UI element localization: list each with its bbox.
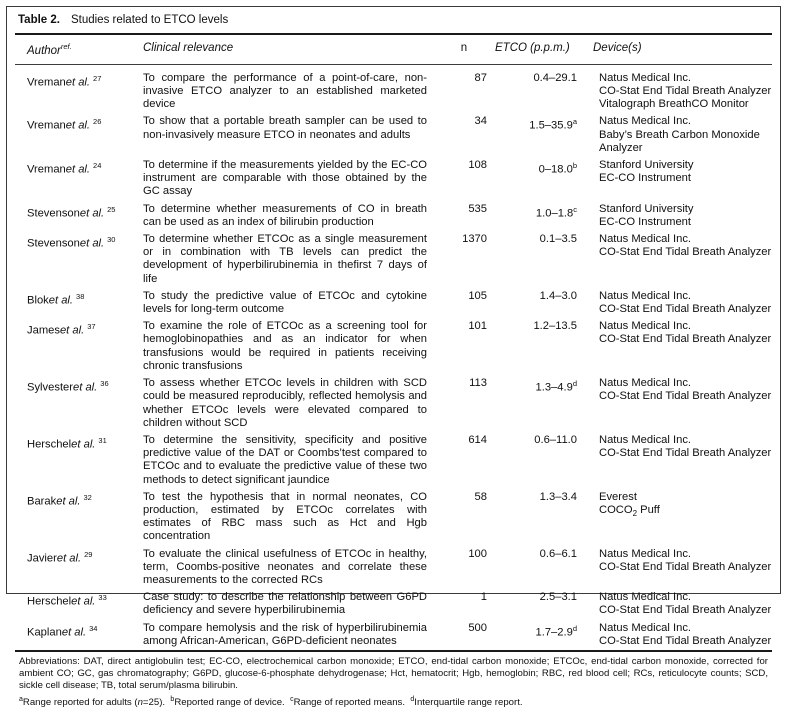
table-footer [7,652,780,709]
device-line [599,504,772,520]
device-line: Baby’s Breath Carbon Monoxide [599,128,760,141]
device-line: Natus Medical Inc. [599,320,692,333]
footnote-marker: d [410,695,415,703]
cell-n: 614 [468,433,487,446]
author-name: Javier [27,552,57,565]
cell-etco [493,591,585,604]
device-line: Stanford University [599,202,694,215]
footnote-marker: b [170,695,175,703]
author-name: Kaplan [27,626,62,639]
device-line: EC-CO Instrument [599,172,692,185]
table-row [7,489,780,546]
table-caption-label: Table 2. [18,14,60,26]
device-line: CO-Stat End Tidal Breath Analyzer [599,85,772,98]
author-name: Herschel [27,595,72,608]
cell-n: 108 [468,159,487,172]
device-formula-tail: Puff [637,503,660,516]
author-etal: et al. [71,595,96,608]
etco-value: 0–18.0 [538,163,573,176]
device-line: Stanford University [599,159,694,172]
cell-device [585,591,772,617]
device-line: CO-Stat End Tidal Breath Analyzer [599,560,772,573]
etco-value: 1.0–1.8 [535,207,574,220]
cell-author [15,72,143,90]
table-row [7,432,780,489]
device-line: Natus Medical Inc. [599,115,692,128]
author-etal: et al. [59,325,85,338]
cell-author [15,320,143,338]
cell-device [585,491,772,521]
table-row [7,375,780,432]
author-etal: et al. [79,207,105,220]
table-row [7,546,780,590]
etco-value: 0.4–29.1 [533,71,577,84]
cell-etco [493,159,585,177]
cell-relevance: To determine if the measurements yielded by the EC-CO instrument are comparable with those obtained by the GC assay [143,159,427,198]
device-formula-subscript: 2 [632,509,638,519]
footnote-marker: a [19,695,23,703]
author-name: Vreman [27,163,66,176]
device-line: Natus Medical Inc. [599,433,692,446]
author-etal: et al. [71,438,96,451]
cell-relevance: To test the hypothesis that in normal neonates, CO production, estimated by ETCOc correlates with estimates of RBC mass such as Hct and Hgb concentration [143,490,427,543]
author-name: Vreman [27,76,66,89]
cell-device [585,320,772,346]
cell-n: 535 [468,202,487,215]
author-name: Stevenson [27,237,80,250]
footnote-text: Range reported for adults (n=25). [22,696,166,708]
author-reference: 25 [107,204,116,214]
device-line: CO-Stat End Tidal Breath Analyzer [599,390,772,403]
etco-footnote-marker: d [572,623,577,633]
footnote-marker: c [290,695,294,703]
device-formula-base: COCO [599,503,633,516]
cell-etco [493,622,585,640]
cell-device [585,622,772,648]
column-header-author-sup: ref. [60,42,72,51]
footnote-text: Range of reported means. [293,696,406,708]
table-row [7,70,780,114]
etco-footnote-marker: d [572,379,577,389]
author-reference: 27 [93,73,102,83]
author-reference: 26 [93,117,102,127]
cell-device [585,72,772,112]
device-line: Analyzer [599,141,643,154]
author-name: James [27,325,60,338]
cell-etco [493,115,585,133]
cell-device [585,233,772,259]
author-reference: 24 [93,161,102,171]
table-caption-text: Studies related to ETCO levels [70,14,229,26]
author-etal: et al. [65,76,91,89]
cell-n: 113 [469,377,487,390]
device-line: Natus Medical Inc. [599,377,692,390]
cell-n: 500 [468,621,487,634]
author-reference: 29 [84,549,93,559]
cell-etco [493,320,585,333]
cell-etco [493,72,585,85]
author-reference: 30 [107,235,116,245]
cell-device [585,159,772,185]
etco-value: 0.6–11.0 [534,433,577,446]
device-line: CO-Stat End Tidal Breath Analyzer [599,447,772,460]
cell-author [15,434,143,452]
table-body [7,65,780,650]
column-header-author: Author$^{ref.}$ [27,42,72,57]
device-line: CO-Stat End Tidal Breath Analyzer [599,303,772,316]
cell-author [15,203,143,221]
cell-device [585,548,772,574]
cell-relevance: To determine whether measurements of CO in breath can be used as an index of bilirubin production [143,202,427,228]
cell-etco [493,491,585,504]
table-row [7,620,780,650]
table-row [7,231,780,288]
etco-footnote-marker: a [572,117,577,127]
etco-footnote-marker: b [572,161,577,171]
cell-relevance: To study the predictive value of ETCOc and cytokine levels for long-term outcome [143,289,427,316]
etco-value: 1.2–13.5 [533,320,577,333]
author-reference: 31 [98,435,107,445]
cell-etco [493,203,585,221]
cell-author [15,491,143,509]
author-reference: 37 [87,322,96,332]
device-line: CO-Stat End Tidal Breath Analyzer [599,634,772,647]
cell-relevance: To compare the performance of a point-of-care, non-invasive ETCO analyzer to an established marketed device [143,71,427,111]
author-etal: et al. [79,237,105,250]
cell-device [585,115,772,155]
cell-author [15,115,143,133]
author-etal: et al. [48,294,74,307]
author-name: Sylvester [27,381,74,394]
table-row [7,318,780,375]
author-etal: et al. [65,120,91,133]
cell-device [585,290,772,316]
table-row [7,589,780,619]
author-name: Vreman [27,120,66,133]
etco-value: 1.3–4.9 [535,381,573,394]
etco-value: 1.7–2.9 [535,626,573,639]
cell-author [15,290,143,308]
author-name: Stevenson [27,207,80,220]
table-row [7,288,780,318]
cell-relevance: To assess whether ETCOc levels in children with SCD could be measured reproducibly, reflected hemolysis and whether ETCOc levels were elevated compared to children without SCD [143,377,427,429]
etco-value: 2.5–3.1 [539,591,577,604]
cell-etco [493,434,585,447]
device-line: EC-CO Instrument [599,215,692,228]
device-line: Natus Medical Inc. [599,233,692,246]
cell-relevance: To determine whether ETCOc as a single measurement or in combination with TB levels can predict the development of hyperbilirubinemia in thefirst 7 days of life [143,233,427,285]
author-etal: et al. [73,381,98,394]
cell-device [585,377,772,403]
device-line: Natus Medical Inc. [599,71,692,84]
footer-abbreviations: Abbreviations: DAT, direct antiglobulin test; EC-CO, electrochemical carbon monoxide; ETCO, end-tidal carbon monoxide; ETCOc, end-tidal carbon monoxide, corrected for ambient CO; GC, gas chromatography; G6PD, glucose-6-phosphate dehydrogenase; Hct, hematocrit; Hgb, hemoglobin; RBC, red blood cell; RCs, reticulocyte counts; SCD, sickle cell disease; TB, total serum/plasma bilirubin. [19,655,768,692]
cell-relevance: To compare hemolysis and the risk of hyperbilirubinemia among African-American, G6PD-deficient neonates [143,621,427,647]
footnote-text: Interquartile range report. [414,696,523,708]
author-reference: 32 [83,492,92,502]
author-etal: et al. [56,552,82,565]
table-header-row [7,35,780,64]
cell-n: 1 [480,591,487,604]
column-header-etco: ETCO (p.p.m.) [495,42,570,54]
device-line: CO-Stat End Tidal Breath Analyzer [599,246,772,259]
author-name: Blok [27,294,49,307]
table-row [7,113,780,157]
etco-value: 1.3–3.4 [539,490,577,503]
device-line: CO-Stat End Tidal Breath Analyzer [599,604,772,617]
author-reference: 38 [76,291,85,301]
footnote-text: Reported range of device. [174,696,285,708]
author-name: Barak [27,495,57,508]
column-header-relevance: Clinical relevance [143,42,234,54]
etco-value: 1.5–35.9 [529,120,573,133]
etco-footnote-marker: c [573,204,577,214]
author-etal: et al. [65,163,91,176]
cell-relevance: To show that a portable breath sampler can be used to non-invasively measure ETCO in neonates and adults [143,115,427,141]
etco-value: 0.6–6.1 [539,547,577,560]
cell-relevance: To evaluate the clinical usefulness of ETCOc in healthy, term, Coombs-positive neonates and correlate these measurements to the corrected RCs [143,547,427,586]
cell-author [15,591,143,609]
table-figure [6,6,781,708]
cell-relevance: To examine the role of ETCOc as a screening tool for hemoglobinopathies and as an indicator for when transfusions would be required in patients receiving chronic transfusions [143,320,427,372]
cell-etco [493,548,585,561]
device-line: Natus Medical Inc. [599,289,692,302]
footer-notes [19,694,768,709]
etco-value: 1.4–3.0 [539,289,577,302]
cell-n: 105 [468,289,487,302]
author-reference: 36 [100,379,109,389]
device-line: CO-Stat End Tidal Breath Analyzer [599,333,772,346]
column-header-n: n [460,42,468,54]
device-line: Vitalograph BreathCO Monitor [599,98,749,111]
cell-etco [493,290,585,303]
device-line: Natus Medical Inc. [599,547,692,560]
device-line: Natus Medical Inc. [599,621,692,634]
author-etal: et al. [56,495,81,508]
table-row [7,201,780,231]
cell-etco [493,377,585,395]
author-reference: 33 [98,593,107,603]
cell-author [15,159,143,177]
author-reference: 34 [89,623,98,633]
device-line: Everest [599,490,637,503]
cell-relevance: To determine the sensitivity, specificity and positive predictive value of the DAT or Coombs’test compared to ETCOc and to evaluate the predictive value of these two methods to detect significant jaundice [143,433,427,486]
cell-n: 1370 [462,233,487,246]
cell-n: 34 [474,115,487,128]
column-header-device: Device(s) [593,42,642,54]
etco-value: 0.1–3.5 [539,233,577,246]
cell-n: 87 [474,71,487,84]
cell-etco [493,233,585,246]
author-etal: et al. [61,626,87,639]
cell-n: 101 [468,320,487,333]
cell-device [585,434,772,460]
cell-n: 58 [474,490,487,503]
table-row [7,157,780,201]
cell-n: 100 [468,547,487,560]
cell-author [15,377,143,395]
cell-author [15,622,143,640]
cell-author [15,233,143,251]
device-line: Natus Medical Inc. [599,591,692,604]
author-name: Herschel [27,438,72,451]
table-caption [7,7,780,33]
cell-device [585,203,772,229]
cell-relevance: Case study: to describe the relationship between G6PD deficiency and severe hyperbilirubinemia [143,591,427,617]
cell-author [15,548,143,566]
